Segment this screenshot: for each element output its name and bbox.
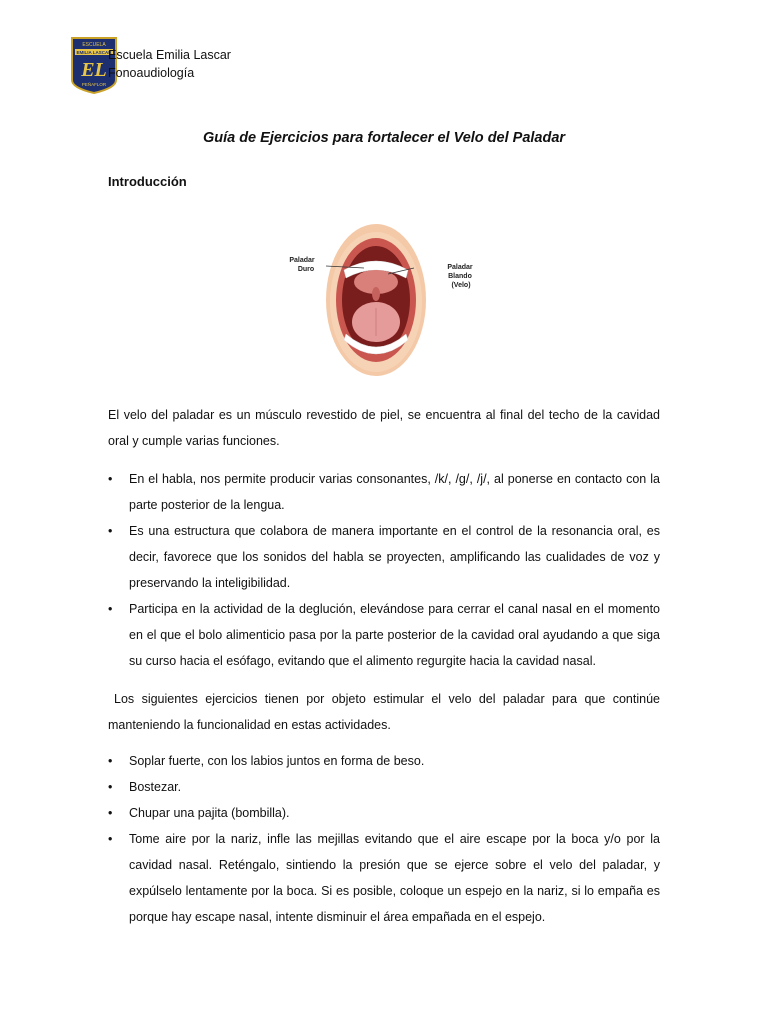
functions-list	[108, 466, 660, 674]
list-item: • Chupar una pajita (bombilla).	[108, 800, 660, 826]
document-title: Guía de Ejercicios para fortalecer el Velo del Paladar	[202, 130, 566, 146]
svg-text:ESCUELA: ESCUELA	[82, 42, 106, 48]
list-item: • Es una estructura que colabora de manera importante en el control de la resonancia oral, es decir, favorece que los sonidos del habla se proyecten, amplificando las cualidades de voz y preservando la inteligibilidad.	[108, 518, 660, 596]
mouth-illustration	[288, 222, 488, 382]
svg-text:EMILIA LASCAR: EMILIA LASCAR	[76, 50, 112, 55]
list-item: • Tome aire por la nariz, infle las mejillas evitando que el aire escape por la boca y/o por la cavidad nasal. Reténgalo, sintiendo la presión que se ejerce sobre el velo del paladar, y expúlselo lentamente por la boca. Si es posible, coloque un espejo en la nariz, si lo empaña es porque hay escape nasal, intente disminuir el área empañada en el espejo.	[108, 826, 660, 930]
intro-paragraph: El velo del paladar es un músculo revestido de piel, se encuentra al final del techo de la cavidad oral y cumple varias funciones.	[108, 408, 660, 448]
bullet-icon: •	[108, 780, 113, 794]
label-soft-palate-3: (Velo)	[451, 282, 471, 289]
exercises-intro: Los siguientes ejercicios tienen por objeto estimular el velo del paladar para que continúe manteniendo la funcionalidad en estas actividades.	[108, 692, 660, 732]
bullet-icon: •	[108, 832, 113, 846]
bullet-icon: •	[108, 472, 113, 486]
list-item: • Bostezar.	[108, 774, 660, 800]
label-hard-palate-2: Duro	[297, 266, 315, 273]
bullet-icon: •	[108, 806, 113, 820]
list-item: • Soplar fuerte, con los labios juntos en forma de beso.	[108, 748, 660, 774]
school-name: Escuela Emilia Lascar	[108, 48, 231, 62]
list-item: • En el habla, nos permite producir varias consonantes, /k/, /g/, /j/, al ponerse en contacto con la parte posterior de la lengua.	[108, 466, 660, 518]
label-soft-palate-2: Blando	[448, 273, 472, 280]
label-soft-palate-1: Paladar	[447, 264, 473, 271]
svg-text:EL: EL	[81, 59, 107, 81]
bullet-icon: •	[108, 754, 113, 768]
exercises-list	[108, 748, 660, 930]
list-item: • Participa en la actividad de la deglución, elevándose para cerrar el canal nasal en el momento en el que el bolo alimenticio pasa por la parte posterior de la cavidad oral ayudando a que siga su curso hacia el esófago, evitando que el alimento regurgite hacia la cavidad nasal.	[108, 596, 660, 674]
svg-text:PEÑAFLOR: PEÑAFLOR	[81, 82, 107, 87]
department-name: Fonoaudiología	[108, 66, 195, 80]
school-header	[108, 46, 231, 82]
bullet-icon: •	[108, 602, 113, 616]
label-hard-palate-1: Paladar	[289, 257, 315, 264]
intro-heading: Introducción	[108, 174, 187, 189]
bullet-icon: •	[108, 524, 113, 538]
